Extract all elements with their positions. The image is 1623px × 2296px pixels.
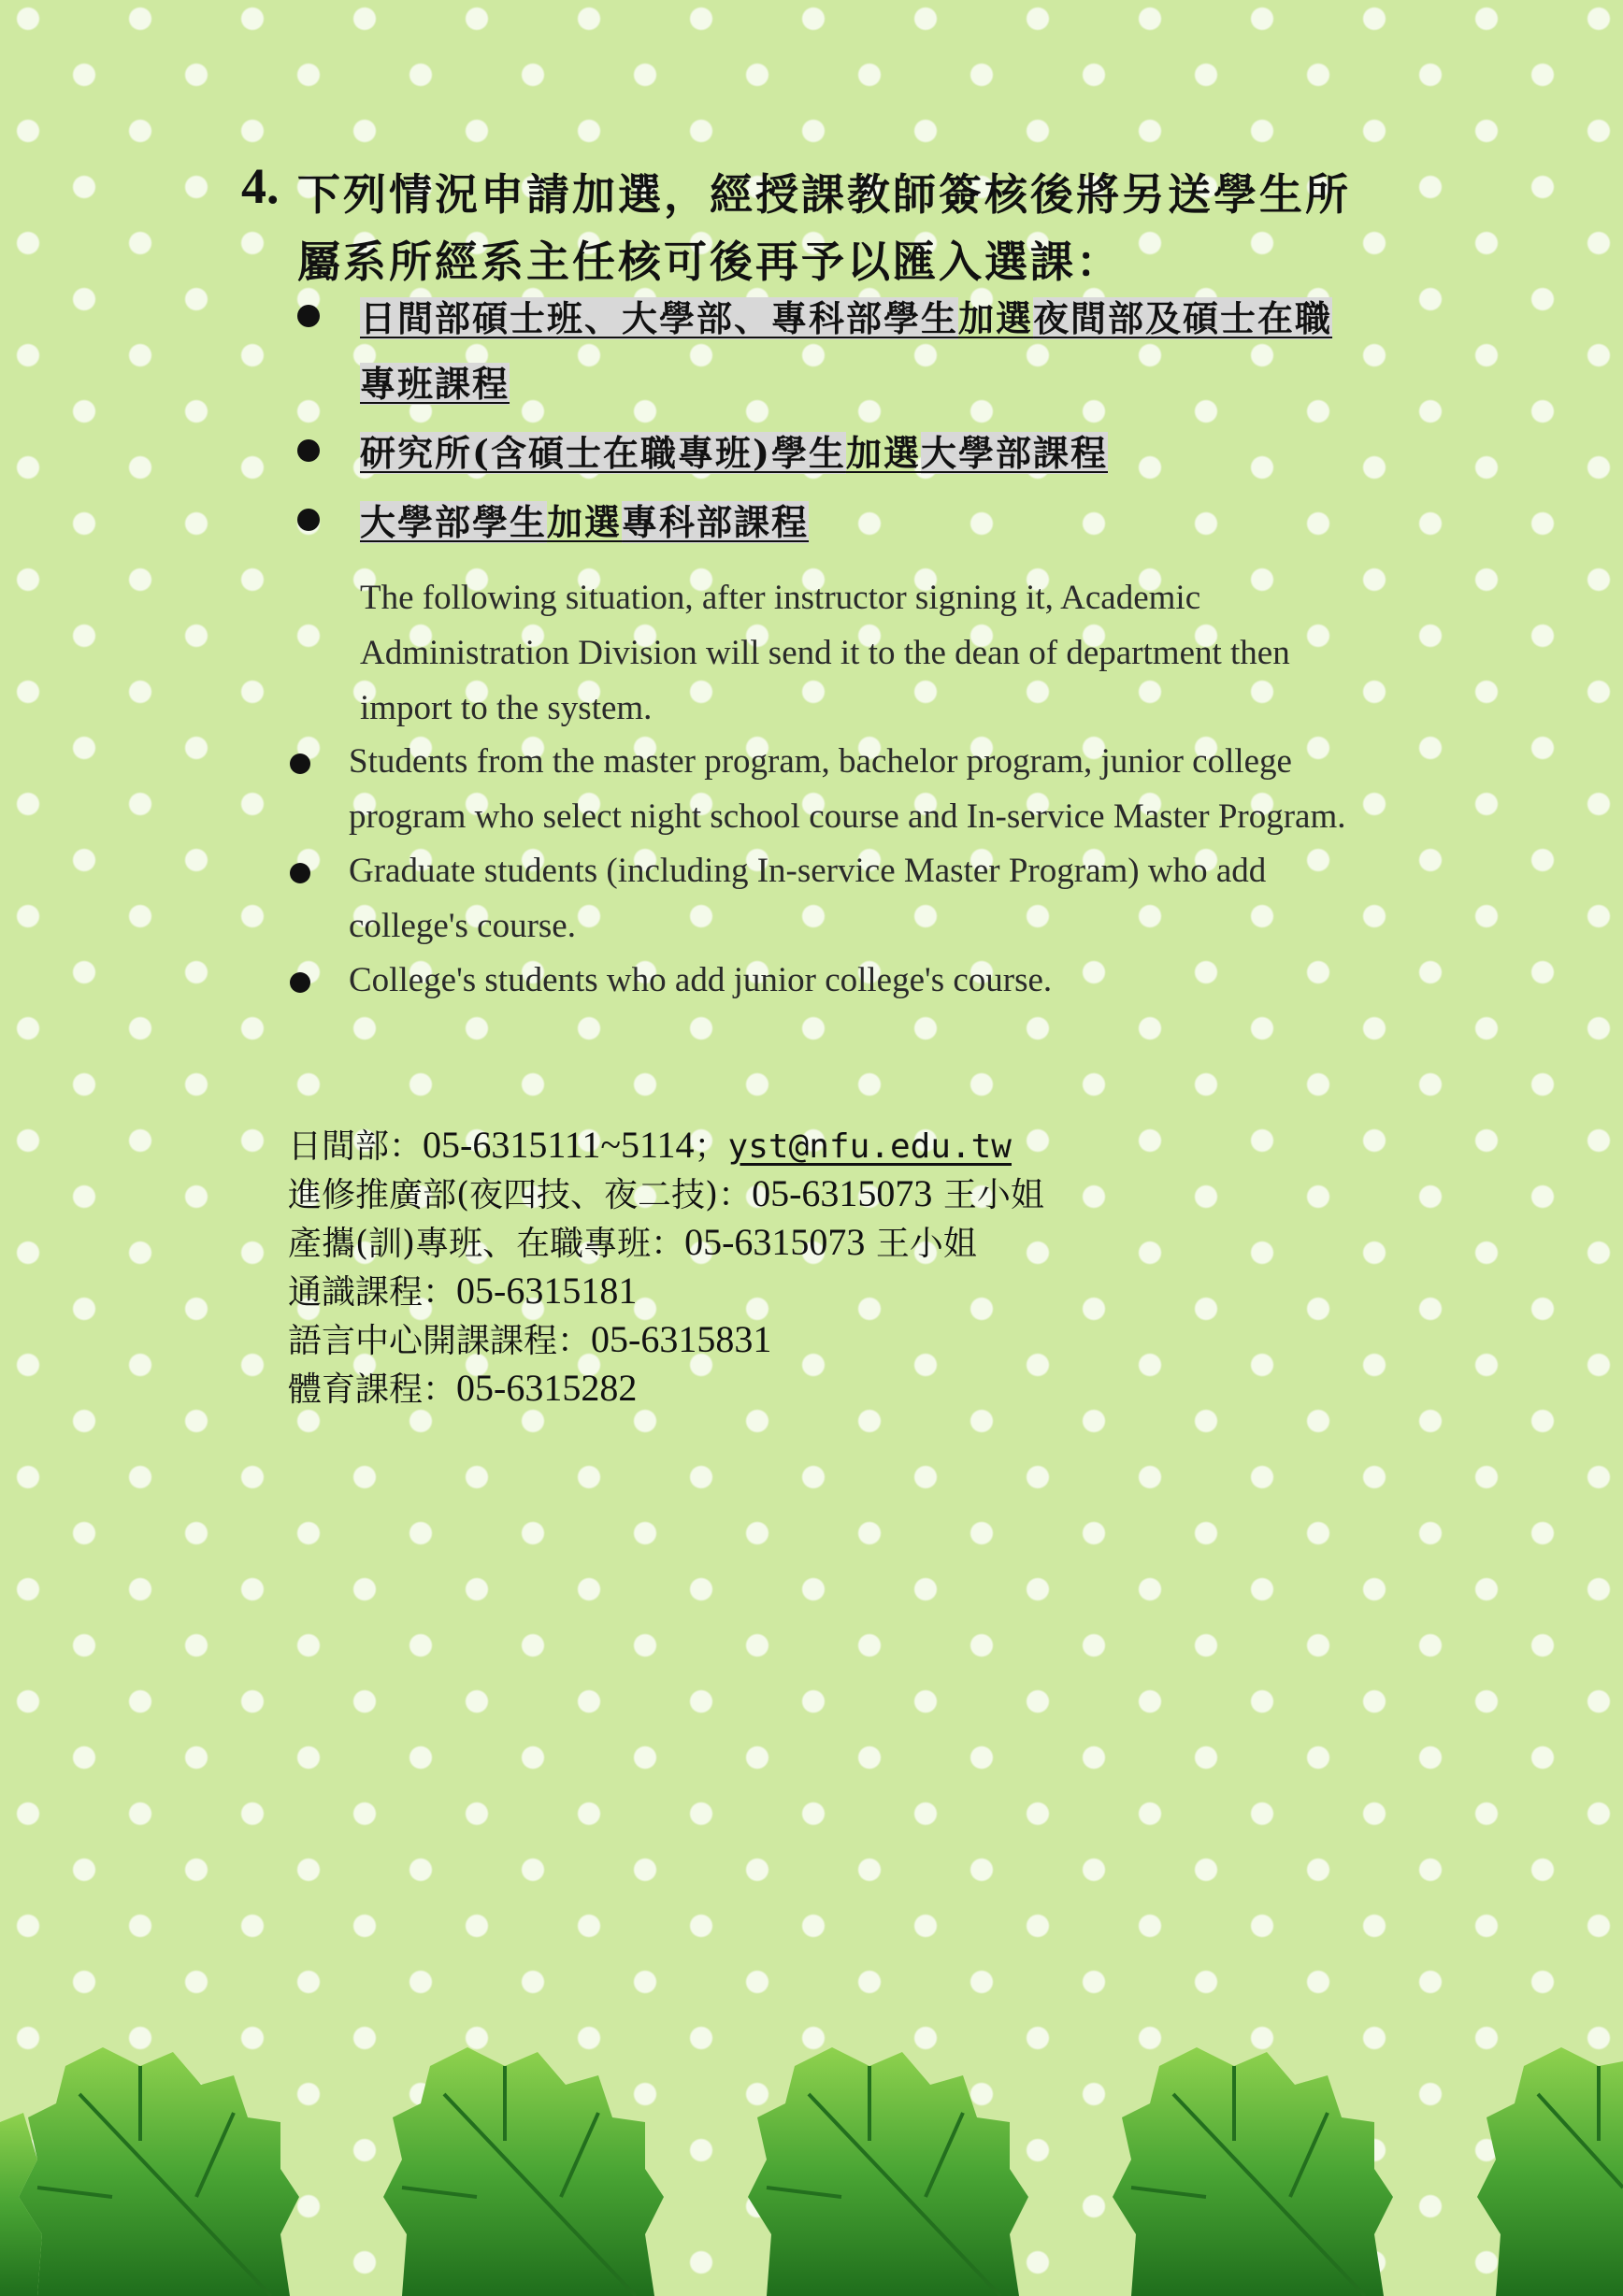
english-intro: The following situation, after instructor signing it, Academic Administration Division will send it to the dean of department then import to the system. [360,579,1290,727]
contact-day [288,1122,1316,1170]
contact-label: 體育課程： [288,1370,457,1409]
bullet-icon [290,972,310,993]
list-item [280,735,1365,844]
contact-phone: 05-6315073 [684,1221,866,1263]
list-item [280,954,1365,1009]
contact-person: 王小姐 [932,1176,1044,1214]
list-item [290,286,1365,417]
bullet-icon [297,509,320,531]
contact-phone: 05-6315181 [456,1270,638,1312]
contact-phone: 05-6315073 [752,1172,933,1214]
item-text: Students from the master program, bachelor program, junior college program who select night school course and In-service Master Program. [349,742,1346,836]
item-text-part: 專科部課程 [622,501,810,543]
zh-bullet-list [290,286,1365,559]
contact-phone: 05-6315282 [456,1367,638,1409]
leaf-icon [383,2047,664,2296]
item-text-part: 日間部碩士班、大學部、專科部學生 [360,297,959,339]
item-text-part: 夜間部及碩士在職專班課程 [360,297,1333,405]
contact-general [288,1268,1316,1316]
contact-language [288,1316,1316,1365]
leaf-icon [748,2047,1028,2296]
list-item [280,844,1365,954]
contact-industry [288,1219,1316,1268]
email-link[interactable]: yst@nfu.edu.tw [727,1127,1012,1166]
contact-person: 王小姐 [865,1225,977,1263]
en-bullet-list [280,735,1365,1009]
section-number: 4. [241,158,280,214]
contact-label: 語言中心開課課程： [288,1322,592,1360]
contact-phone: 05-6315831 [591,1318,772,1360]
item-text-part: 加選 [845,432,921,474]
leaf-icon [1113,2047,1393,2296]
item-text: Graduate students (including In-service Master Program) who add college's course. [349,852,1267,945]
item-text-part: 加選 [547,501,623,543]
bullet-icon [290,863,310,883]
item-text-part: 大學部學生 [360,501,548,543]
contact-pe [288,1365,1316,1413]
item-text-part: 研究所(含碩士在職專班)學生 [360,432,846,474]
contact-separator: ； [694,1127,728,1166]
leaf-icon [19,2047,299,2296]
bullet-icon [290,753,310,774]
contact-extension [288,1170,1316,1219]
bullet-icon [297,305,320,327]
contact-label: 通識課程： [288,1273,457,1312]
contact-list [288,1122,1316,1413]
leaf-icon [1477,2047,1623,2296]
list-item [290,421,1365,486]
contact-label: 進修推廣部(夜四技、夜二技)： [288,1176,753,1214]
bullet-icon [297,439,320,462]
contact-label: 日間部： [288,1127,424,1166]
leaf-border-decoration [0,2010,1623,2296]
contact-label: 產攜(訓)專班、在職專班： [288,1225,685,1263]
item-text-part: 大學部課程 [920,432,1108,474]
item-text: College's students who add junior college's course. [349,961,1053,999]
contact-phone: 05-6315111~5114 [423,1124,695,1166]
list-item [290,490,1365,555]
section-heading: 下列情況申請加選，經授課教師簽核後將另送學生所屬系所經系主任核可後再予以匯入選課： [297,169,1351,287]
item-text-part: 加選 [958,297,1034,339]
